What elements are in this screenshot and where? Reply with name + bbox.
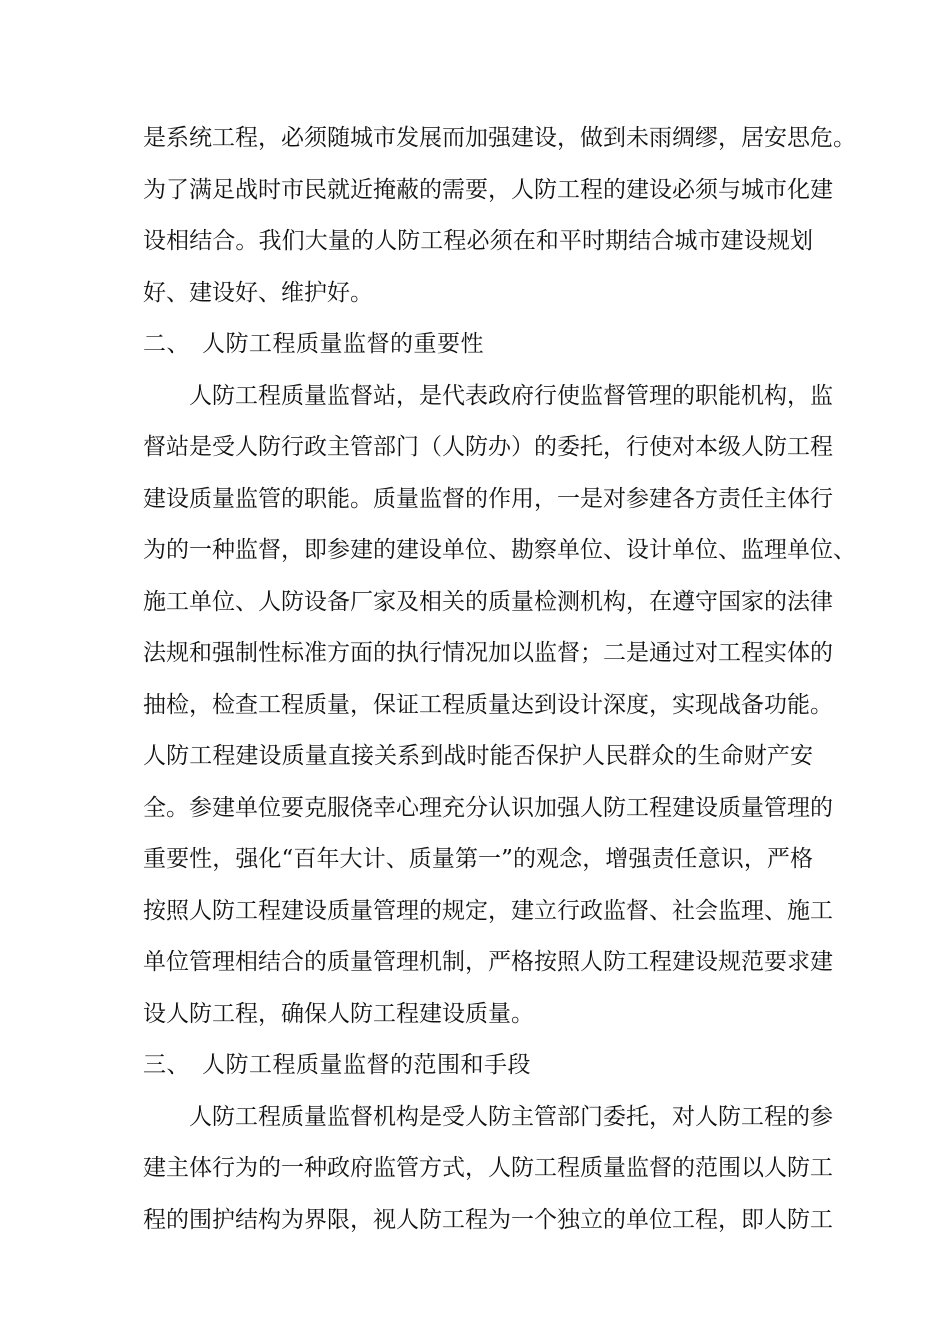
text-line: 人防工程质量监督站，是代表政府行使监督管理的职能机构，监: [189, 382, 833, 409]
text-line: 按照人防工程建设质量管理的规定，建立行政监督、社会监理、施工: [143, 897, 833, 924]
text-line: 督站是受人防行政主管部门（人防办）的委托，行使对本级人防工程: [143, 434, 833, 460]
text-line: 全。参建单位要克服侥幸心理充分认识加强人防工程建设质量管理的: [143, 794, 833, 821]
text-line: 为了满足战时市民就近掩蔽的需要，人防工程的建设必须与城市化建: [143, 176, 833, 203]
text-line: 抽检，检查工程质量，保证工程质量达到设计深度，实现战备功能。: [143, 691, 833, 718]
section-heading: 三、 人防工程质量监督的范围和手段: [143, 1052, 531, 1078]
text-line: 施工单位、人防设备厂家及相关的质量检测机构，在遵守国家的法律: [143, 588, 833, 615]
text-line: 单位管理相结合的质量管理机制，严格按照人防工程建设规范要求建: [143, 949, 833, 975]
text-line: 法规和强制性标准方面的执行情况加以监督；二是通过对工程实体的: [143, 640, 833, 666]
text-line: 好、建设好、维护好。: [143, 279, 373, 306]
text-line: 是系统工程，必须随城市发展而加强建设，做到未雨绸缪，居安思危。: [143, 125, 856, 151]
text-line: 建主体行为的一种政府监管方式，人防工程质量监督的范围以人防工: [143, 1155, 833, 1181]
section-heading: 二、 人防工程质量监督的重要性: [143, 331, 484, 357]
text-line: 设人防工程，确保人防工程建设质量。: [143, 1000, 534, 1027]
text-line: 为的一种监督，即参建的建设单位、勘察单位、设计单位、监理单位、: [143, 537, 856, 563]
text-line: 重要性，强化“百年大计、质量第一”的观念，增强责任意识，严格: [143, 846, 813, 872]
text-line: 建设质量监管的职能。质量监督的作用，一是对参建各方责任主体行: [143, 485, 833, 512]
text-line: 人防工程质量监督机构是受人防主管部门委托，对人防工程的参: [189, 1103, 833, 1130]
text-line: 人防工程建设质量直接关系到战时能否保护人民群众的生命财产安: [143, 743, 813, 769]
text-line: 程的围护结构为界限，视人防工程为一个独立的单位工程，即人防工: [143, 1206, 833, 1233]
text-line: 设相结合。我们大量的人防工程必须在和平时期结合城市建设规划: [143, 228, 813, 254]
body-text: [143, 113, 856, 1246]
